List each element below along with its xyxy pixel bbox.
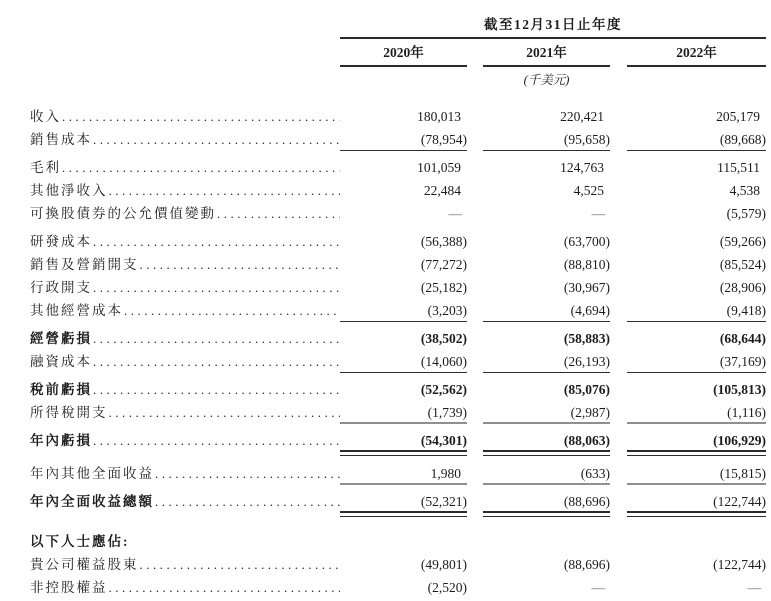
table-row bbox=[30, 202, 771, 225]
value-2021: (58,883) bbox=[563, 331, 610, 346]
row-label: 年內其他全面收益 bbox=[30, 466, 154, 481]
dot-leader bbox=[92, 378, 340, 401]
column-gap bbox=[467, 462, 483, 485]
value-2021: (4,694) bbox=[570, 303, 610, 318]
value-cell-2022 bbox=[627, 429, 766, 452]
dot-leader bbox=[108, 576, 341, 599]
value-cell-2021 bbox=[483, 230, 610, 253]
value-2021: (26,193) bbox=[563, 354, 610, 369]
value-2022: 115,511 bbox=[717, 160, 760, 175]
dot-leader bbox=[92, 276, 340, 299]
column-gap bbox=[610, 530, 627, 553]
value-2022: (68,644) bbox=[719, 331, 766, 346]
value-cell-2022 bbox=[627, 276, 766, 299]
column-gap bbox=[467, 553, 483, 576]
row-label-cell bbox=[30, 576, 340, 599]
row-label: 經營虧損 bbox=[30, 331, 92, 346]
dot-leader bbox=[92, 230, 340, 253]
value-2020: 1,980 bbox=[430, 466, 461, 481]
column-gap bbox=[467, 327, 483, 350]
table-row bbox=[30, 429, 771, 452]
table-row bbox=[30, 530, 771, 553]
value-cell-2021 bbox=[483, 553, 610, 576]
value-cell-2020 bbox=[340, 553, 467, 576]
value-2020: (49,801) bbox=[420, 557, 467, 572]
value-2022: 4,538 bbox=[729, 183, 760, 198]
value-2022: (89,668) bbox=[719, 132, 766, 147]
value-2022: (9,418) bbox=[726, 303, 766, 318]
dot-leader bbox=[216, 202, 340, 225]
value-2020: (25,182) bbox=[420, 280, 467, 295]
value-2020: (56,388) bbox=[420, 234, 467, 249]
year-column-headers bbox=[340, 39, 766, 67]
value-cell-2021 bbox=[483, 202, 610, 225]
value-cell-2022 bbox=[627, 490, 766, 513]
column-gap bbox=[610, 179, 627, 202]
row-label-cell bbox=[30, 230, 340, 253]
value-2020: 22,484 bbox=[423, 183, 461, 198]
value-2021: 124,763 bbox=[560, 160, 604, 175]
column-gap bbox=[610, 253, 627, 276]
value-2022: (15,815) bbox=[719, 466, 766, 481]
column-gap bbox=[610, 429, 627, 452]
value-cell-2020 bbox=[340, 576, 467, 599]
dot-leader bbox=[92, 128, 340, 151]
row-label: 毛利 bbox=[30, 160, 61, 175]
value-2020: (52,321) bbox=[420, 494, 467, 509]
value-cell-2020 bbox=[340, 429, 467, 452]
table-row bbox=[30, 462, 771, 485]
value-cell-2021 bbox=[483, 378, 610, 401]
column-gap bbox=[467, 490, 483, 513]
value-2021: (88,810) bbox=[563, 257, 610, 272]
row-label-cell bbox=[30, 350, 340, 373]
value-2020: (38,502) bbox=[420, 331, 467, 346]
value-cell-2021 bbox=[483, 576, 610, 599]
value-2021: (633) bbox=[580, 466, 610, 481]
value-cell-2022 bbox=[627, 128, 766, 151]
column-gap bbox=[610, 378, 627, 401]
column-gap bbox=[610, 350, 627, 373]
value-cell-2022 bbox=[627, 553, 766, 576]
value-cell-2020 bbox=[340, 202, 467, 225]
value-2022: (122,744) bbox=[713, 557, 766, 572]
table-row bbox=[30, 230, 771, 253]
value-2022: (122,744) bbox=[713, 494, 766, 509]
row-label: 研發成本 bbox=[30, 234, 92, 249]
value-2021: (88,696) bbox=[563, 557, 610, 572]
row-label-cell bbox=[30, 105, 340, 128]
table-row bbox=[30, 576, 771, 599]
row-label: 可換股債券的公允價值變動 bbox=[30, 206, 216, 221]
dot-leader bbox=[61, 105, 340, 128]
value-cell-2022 bbox=[627, 530, 766, 553]
table-row bbox=[30, 490, 771, 513]
value-cell-2022 bbox=[627, 576, 766, 599]
dot-leader bbox=[139, 553, 341, 576]
row-label: 銷售成本 bbox=[30, 132, 92, 147]
column-gap bbox=[467, 156, 483, 179]
column-gap bbox=[610, 327, 627, 350]
value-2021: — bbox=[591, 580, 605, 595]
value-cell-2020 bbox=[340, 128, 467, 151]
row-label: 非控股權益 bbox=[30, 580, 108, 595]
row-label-cell bbox=[30, 253, 340, 276]
value-cell-2020 bbox=[340, 401, 467, 424]
value-2020: (3,203) bbox=[427, 303, 467, 318]
row-label: 銷售及營銷開支 bbox=[30, 257, 139, 272]
value-cell-2022 bbox=[627, 327, 766, 350]
column-gap bbox=[467, 179, 483, 202]
value-cell-2021 bbox=[483, 350, 610, 373]
row-label: 收入 bbox=[30, 109, 61, 124]
value-2022: (106,929) bbox=[713, 433, 766, 448]
value-cell-2020 bbox=[340, 530, 467, 553]
row-label: 年內虧損 bbox=[30, 433, 92, 448]
value-2021: (88,696) bbox=[563, 494, 610, 509]
column-gap bbox=[467, 202, 483, 225]
value-cell-2022 bbox=[627, 156, 766, 179]
value-2020: (14,060) bbox=[420, 354, 467, 369]
value-2020: — bbox=[448, 206, 462, 221]
period-title: 截至12月31日止年度 bbox=[340, 16, 766, 39]
column-gap bbox=[467, 350, 483, 373]
value-cell-2020 bbox=[340, 462, 467, 485]
row-label: 以下人士應佔: bbox=[30, 534, 130, 549]
value-cell-2022 bbox=[627, 202, 766, 225]
value-2022: (37,169) bbox=[719, 354, 766, 369]
dot-leader bbox=[139, 253, 341, 276]
value-2020: (77,272) bbox=[420, 257, 467, 272]
column-gap bbox=[467, 105, 483, 128]
dot-leader bbox=[92, 327, 340, 350]
value-2021: (88,063) bbox=[563, 433, 610, 448]
row-label-cell bbox=[30, 530, 340, 553]
table-row bbox=[30, 156, 771, 179]
column-gap bbox=[610, 462, 627, 485]
value-2022: (59,266) bbox=[719, 234, 766, 249]
value-2021: (95,658) bbox=[563, 132, 610, 147]
value-2021: 4,525 bbox=[573, 183, 604, 198]
table-row bbox=[30, 401, 771, 424]
value-cell-2020 bbox=[340, 327, 467, 350]
value-2020: (1,739) bbox=[427, 405, 467, 420]
table-row bbox=[30, 253, 771, 276]
column-header-2022: 2022年 bbox=[627, 39, 766, 67]
row-label: 融資成本 bbox=[30, 354, 92, 369]
column-gap bbox=[610, 128, 627, 151]
value-cell-2021 bbox=[483, 462, 610, 485]
value-2021: (63,700) bbox=[563, 234, 610, 249]
row-label: 稅前虧損 bbox=[30, 382, 92, 397]
column-gap bbox=[610, 299, 627, 322]
value-cell-2020 bbox=[340, 299, 467, 322]
value-cell-2020 bbox=[340, 105, 467, 128]
value-2022: (105,813) bbox=[713, 382, 766, 397]
column-header-2020: 2020年 bbox=[340, 39, 467, 67]
column-gap bbox=[610, 576, 627, 599]
income-statement-table bbox=[30, 105, 771, 599]
column-gap bbox=[467, 276, 483, 299]
value-cell-2021 bbox=[483, 276, 610, 299]
column-gap bbox=[610, 156, 627, 179]
row-label-cell bbox=[30, 276, 340, 299]
row-label: 貴公司權益股東 bbox=[30, 557, 139, 572]
value-cell-2022 bbox=[627, 105, 766, 128]
table-row bbox=[30, 299, 771, 322]
value-cell-2022 bbox=[627, 401, 766, 424]
column-gap bbox=[610, 553, 627, 576]
value-2022: (5,579) bbox=[726, 206, 766, 221]
row-label-cell bbox=[30, 327, 340, 350]
value-cell-2021 bbox=[483, 327, 610, 350]
column-gap bbox=[610, 490, 627, 513]
row-label: 其他經營成本 bbox=[30, 303, 123, 318]
dot-leader bbox=[123, 299, 340, 322]
table-row bbox=[30, 179, 771, 202]
value-cell-2021 bbox=[483, 105, 610, 128]
value-2020: (2,520) bbox=[427, 580, 467, 595]
value-cell-2020 bbox=[340, 276, 467, 299]
column-gap bbox=[610, 401, 627, 424]
value-cell-2020 bbox=[340, 350, 467, 373]
value-cell-2020 bbox=[340, 156, 467, 179]
dot-leader bbox=[154, 490, 340, 513]
value-2020: (54,301) bbox=[420, 433, 467, 448]
dot-leader bbox=[92, 429, 340, 452]
value-2020: (78,954) bbox=[420, 132, 467, 147]
value-2022: (85,524) bbox=[719, 257, 766, 272]
value-2021: (30,967) bbox=[563, 280, 610, 295]
value-2022: (1,116) bbox=[727, 405, 766, 420]
value-cell-2020 bbox=[340, 253, 467, 276]
value-cell-2021 bbox=[483, 253, 610, 276]
value-2022: — bbox=[747, 580, 761, 595]
table-row bbox=[30, 553, 771, 576]
table-header bbox=[340, 16, 766, 88]
value-cell-2021 bbox=[483, 429, 610, 452]
value-cell-2022 bbox=[627, 253, 766, 276]
column-gap bbox=[467, 230, 483, 253]
column-gap bbox=[610, 202, 627, 225]
column-gap bbox=[467, 530, 483, 553]
column-gap bbox=[467, 401, 483, 424]
value-cell-2021 bbox=[483, 299, 610, 322]
column-gap bbox=[610, 276, 627, 299]
dot-leader bbox=[108, 179, 341, 202]
value-cell-2021 bbox=[483, 530, 610, 553]
row-label-cell bbox=[30, 462, 340, 485]
value-2021: (2,987) bbox=[570, 405, 610, 420]
value-cell-2022 bbox=[627, 179, 766, 202]
table-row bbox=[30, 105, 771, 128]
value-cell-2020 bbox=[340, 179, 467, 202]
column-gap bbox=[467, 576, 483, 599]
row-label: 所得稅開支 bbox=[30, 405, 108, 420]
value-2021: — bbox=[591, 206, 605, 221]
row-label-cell bbox=[30, 202, 340, 225]
value-2022: 205,179 bbox=[716, 109, 760, 124]
value-cell-2021 bbox=[483, 401, 610, 424]
dot-leader bbox=[92, 350, 340, 373]
value-2022: (28,906) bbox=[719, 280, 766, 295]
row-label-cell bbox=[30, 490, 340, 513]
column-header-2021: 2021年 bbox=[483, 39, 610, 67]
unit-note-row bbox=[340, 67, 766, 88]
value-2020: (52,562) bbox=[420, 382, 467, 397]
dot-leader bbox=[108, 401, 341, 424]
value-cell-2022 bbox=[627, 350, 766, 373]
value-cell-2022 bbox=[627, 378, 766, 401]
value-cell-2021 bbox=[483, 179, 610, 202]
value-cell-2021 bbox=[483, 490, 610, 513]
row-label-cell bbox=[30, 378, 340, 401]
value-cell-2020 bbox=[340, 378, 467, 401]
row-label: 年內全面收益總額 bbox=[30, 494, 154, 509]
row-label-cell bbox=[30, 156, 340, 179]
dot-leader bbox=[154, 462, 340, 485]
column-gap bbox=[467, 429, 483, 452]
table-row bbox=[30, 327, 771, 350]
table-row bbox=[30, 350, 771, 373]
value-cell-2021 bbox=[483, 128, 610, 151]
row-label: 其他淨收入 bbox=[30, 183, 108, 198]
row-label-cell bbox=[30, 299, 340, 322]
row-label-cell bbox=[30, 128, 340, 151]
table-row bbox=[30, 378, 771, 401]
value-cell-2022 bbox=[627, 230, 766, 253]
value-2020: 101,059 bbox=[417, 160, 461, 175]
value-2021: (85,076) bbox=[563, 382, 610, 397]
dot-leader bbox=[61, 156, 340, 179]
value-cell-2020 bbox=[340, 490, 467, 513]
row-label-cell bbox=[30, 179, 340, 202]
value-cell-2022 bbox=[627, 299, 766, 322]
column-gap bbox=[610, 230, 627, 253]
value-2021: 220,421 bbox=[560, 109, 604, 124]
column-gap bbox=[610, 105, 627, 128]
column-gap bbox=[467, 378, 483, 401]
row-label-cell bbox=[30, 553, 340, 576]
row-label-cell bbox=[30, 429, 340, 452]
column-gap bbox=[467, 299, 483, 322]
value-cell-2021 bbox=[483, 156, 610, 179]
table-row bbox=[30, 276, 771, 299]
value-cell-2022 bbox=[627, 462, 766, 485]
column-gap bbox=[467, 128, 483, 151]
value-cell-2020 bbox=[340, 230, 467, 253]
row-label-cell bbox=[30, 401, 340, 424]
value-2020: 180,013 bbox=[417, 109, 461, 124]
row-label: 行政開支 bbox=[30, 280, 92, 295]
table-row bbox=[30, 128, 771, 151]
unit-note: (千美元) bbox=[523, 73, 570, 87]
column-gap bbox=[467, 253, 483, 276]
